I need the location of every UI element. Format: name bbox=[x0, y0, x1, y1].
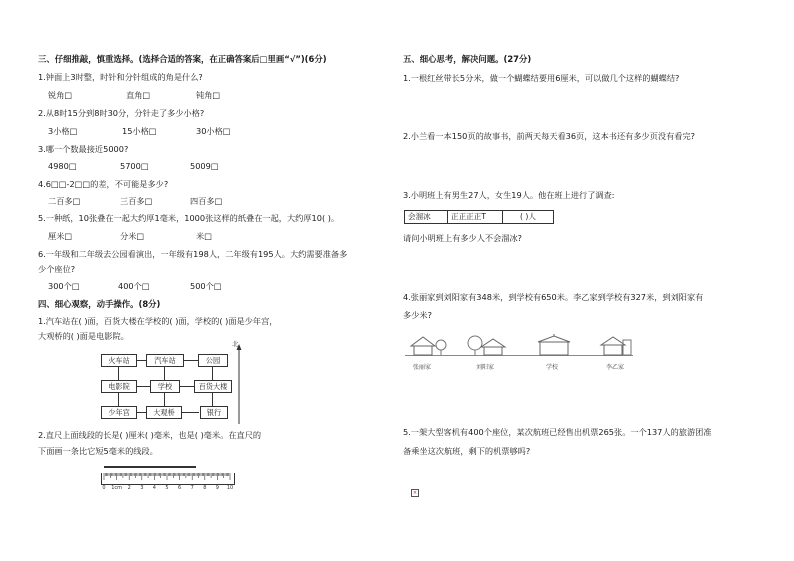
survey-table bbox=[404, 210, 554, 224]
q4-option-a[interactable]: 二百多□ bbox=[48, 196, 81, 206]
map-cinema: 电影院 bbox=[101, 380, 137, 393]
map-daguan-bridge: 大观桥 bbox=[146, 406, 182, 419]
q1-option-b[interactable]: 直角□ bbox=[126, 90, 151, 100]
q4-option-c[interactable]: 四百多□ bbox=[190, 196, 223, 206]
ruler-label: 4 bbox=[152, 485, 156, 491]
q1-option-c[interactable]: 钝角□ bbox=[196, 90, 221, 100]
house-icon bbox=[598, 334, 634, 356]
ruler-label: 8 bbox=[203, 485, 207, 491]
q2-option-b[interactable]: 15小格□ bbox=[122, 126, 157, 136]
school-icon bbox=[534, 334, 574, 356]
ruler-label: 7 bbox=[190, 485, 194, 491]
survey-tally: 正正正正T bbox=[448, 211, 503, 223]
question-2: 2.从8时15分到8时30分，分针走了多少小格? bbox=[38, 108, 205, 118]
map-department-store: 百货大楼 bbox=[194, 380, 232, 393]
problem-4-line1: 4.张丽家到刘阳家有348米，到学校有650米。李乙家到学校有327米，到刘阳家有 bbox=[403, 292, 704, 302]
ruler-question-line1: 2.直尺上面线段的长是( )厘米( )毫米，也是( )毫米。在直尺的 bbox=[38, 430, 262, 440]
map-train-station: 火车站 bbox=[101, 354, 137, 367]
question-6-line2: 少个座位? bbox=[38, 264, 76, 274]
survey-answer[interactable]: ( )人 bbox=[520, 212, 536, 221]
map-bus-station: 汽车站 bbox=[146, 354, 184, 367]
map-school: 学校 bbox=[150, 380, 180, 393]
house-icon bbox=[407, 334, 447, 356]
place-school: 学校 bbox=[546, 364, 559, 371]
map-question-line2: 大观桥的( )面是电影院。 bbox=[38, 331, 129, 341]
measured-segment bbox=[104, 466, 196, 468]
problem-3-question: 请问小明班上有多少人不会溜冰? bbox=[403, 233, 522, 243]
problem-4-line2: 多少米? bbox=[403, 310, 432, 320]
ruler-question-line2: 下面画一条比它短5毫米的线段。 bbox=[38, 446, 158, 456]
q4-option-b[interactable]: 三百多□ bbox=[120, 196, 153, 206]
survey-activity: 会溜冰 bbox=[405, 211, 448, 223]
map-bank: 银行 bbox=[200, 406, 228, 419]
problem-3: 3.小明班上有男生27人，女生19人。他在班上进行了调查: bbox=[403, 190, 615, 200]
q2-option-c[interactable]: 30小格□ bbox=[196, 126, 231, 136]
ruler-label: 6 bbox=[178, 485, 182, 491]
place-zhangli: 张丽家 bbox=[413, 364, 432, 371]
question-4: 4.6□□-2□□的差，不可能是多少? bbox=[38, 179, 169, 189]
ruler-label: 0 bbox=[102, 485, 106, 491]
q3-option-c[interactable]: 5009□ bbox=[190, 161, 219, 171]
q6-option-b[interactable]: 400个□ bbox=[118, 281, 150, 291]
map-youth-palace: 少年宫 bbox=[101, 406, 137, 419]
place-liyi: 李乙家 bbox=[606, 364, 625, 371]
north-arrow-icon bbox=[236, 344, 242, 424]
ruler-label: 1cm bbox=[111, 485, 123, 491]
ruler-label: 2 bbox=[127, 485, 131, 491]
question-3: 3.哪一个数最接近5000? bbox=[38, 144, 129, 154]
q2-option-a[interactable]: 3小格□ bbox=[48, 126, 78, 136]
ruler-label: 5 bbox=[165, 485, 169, 491]
q1-option-a[interactable]: 锐角□ bbox=[48, 90, 73, 100]
q3-option-b[interactable]: 5700□ bbox=[120, 161, 149, 171]
question-1: 1.钟面上3时整，时针和分针组成的角是什么? bbox=[38, 72, 203, 82]
section3-title: 三、仔细推敲，慎重选择。(选择合适的答案，在正确答案后□里画“√”)(6分) bbox=[38, 54, 327, 64]
question-6-line1: 6.一年级和二年级去公园看演出，一年级有198人，二年级有195人。大约需要准备多 bbox=[38, 249, 348, 259]
section5-title: 五、细心思考，解决问题。(27分) bbox=[403, 54, 532, 64]
broken-image-icon: × bbox=[412, 490, 418, 496]
q3-option-a[interactable]: 4980□ bbox=[48, 161, 77, 171]
problem-1: 1.一根红丝带长5分米，做一个蝴蝶结要用6厘米，可以做几个这样的蝴蝶结? bbox=[403, 73, 680, 83]
place-liuyang: 刘阳家 bbox=[476, 364, 495, 371]
map-park: 公园 bbox=[198, 354, 228, 367]
ruler-label: 3 bbox=[140, 485, 144, 491]
q6-option-c[interactable]: 500个□ bbox=[190, 281, 222, 291]
q5-option-c[interactable]: 米□ bbox=[196, 231, 212, 241]
question-5: 5.一种纸，10张叠在一起大约厚1毫米，1000张这样的纸叠在一起，大约厚10( )。 bbox=[38, 213, 340, 223]
q5-option-a[interactable]: 厘米□ bbox=[48, 231, 73, 241]
problem-5-line1: 5.一架大型客机有400个座位，某次航班已经售出机票265张。一个137人的旅游团准 bbox=[403, 427, 712, 437]
map-question-line1: 1.汽车站在( )面，百货大楼在学校的( )面，学校的( )面是少年宫， bbox=[38, 316, 278, 326]
ruler-ticks bbox=[101, 473, 235, 495]
problem-2: 2.小兰看一本150页的故事书，前两天每天看36页，这本书还有多少页没有看完? bbox=[403, 131, 696, 141]
problem-5-line2: 备乘坐这次航班，剩下的机票够吗? bbox=[403, 446, 531, 456]
section4-title: 四、细心观察，动手操作。(8分) bbox=[38, 299, 161, 309]
q5-option-b[interactable]: 分米□ bbox=[120, 231, 145, 241]
north-label: 北 bbox=[232, 340, 239, 348]
house-icon bbox=[465, 334, 507, 356]
q6-option-a[interactable]: 300个□ bbox=[48, 281, 80, 291]
ruler-label: 10 bbox=[226, 485, 234, 491]
ruler-label: 9 bbox=[215, 485, 219, 491]
